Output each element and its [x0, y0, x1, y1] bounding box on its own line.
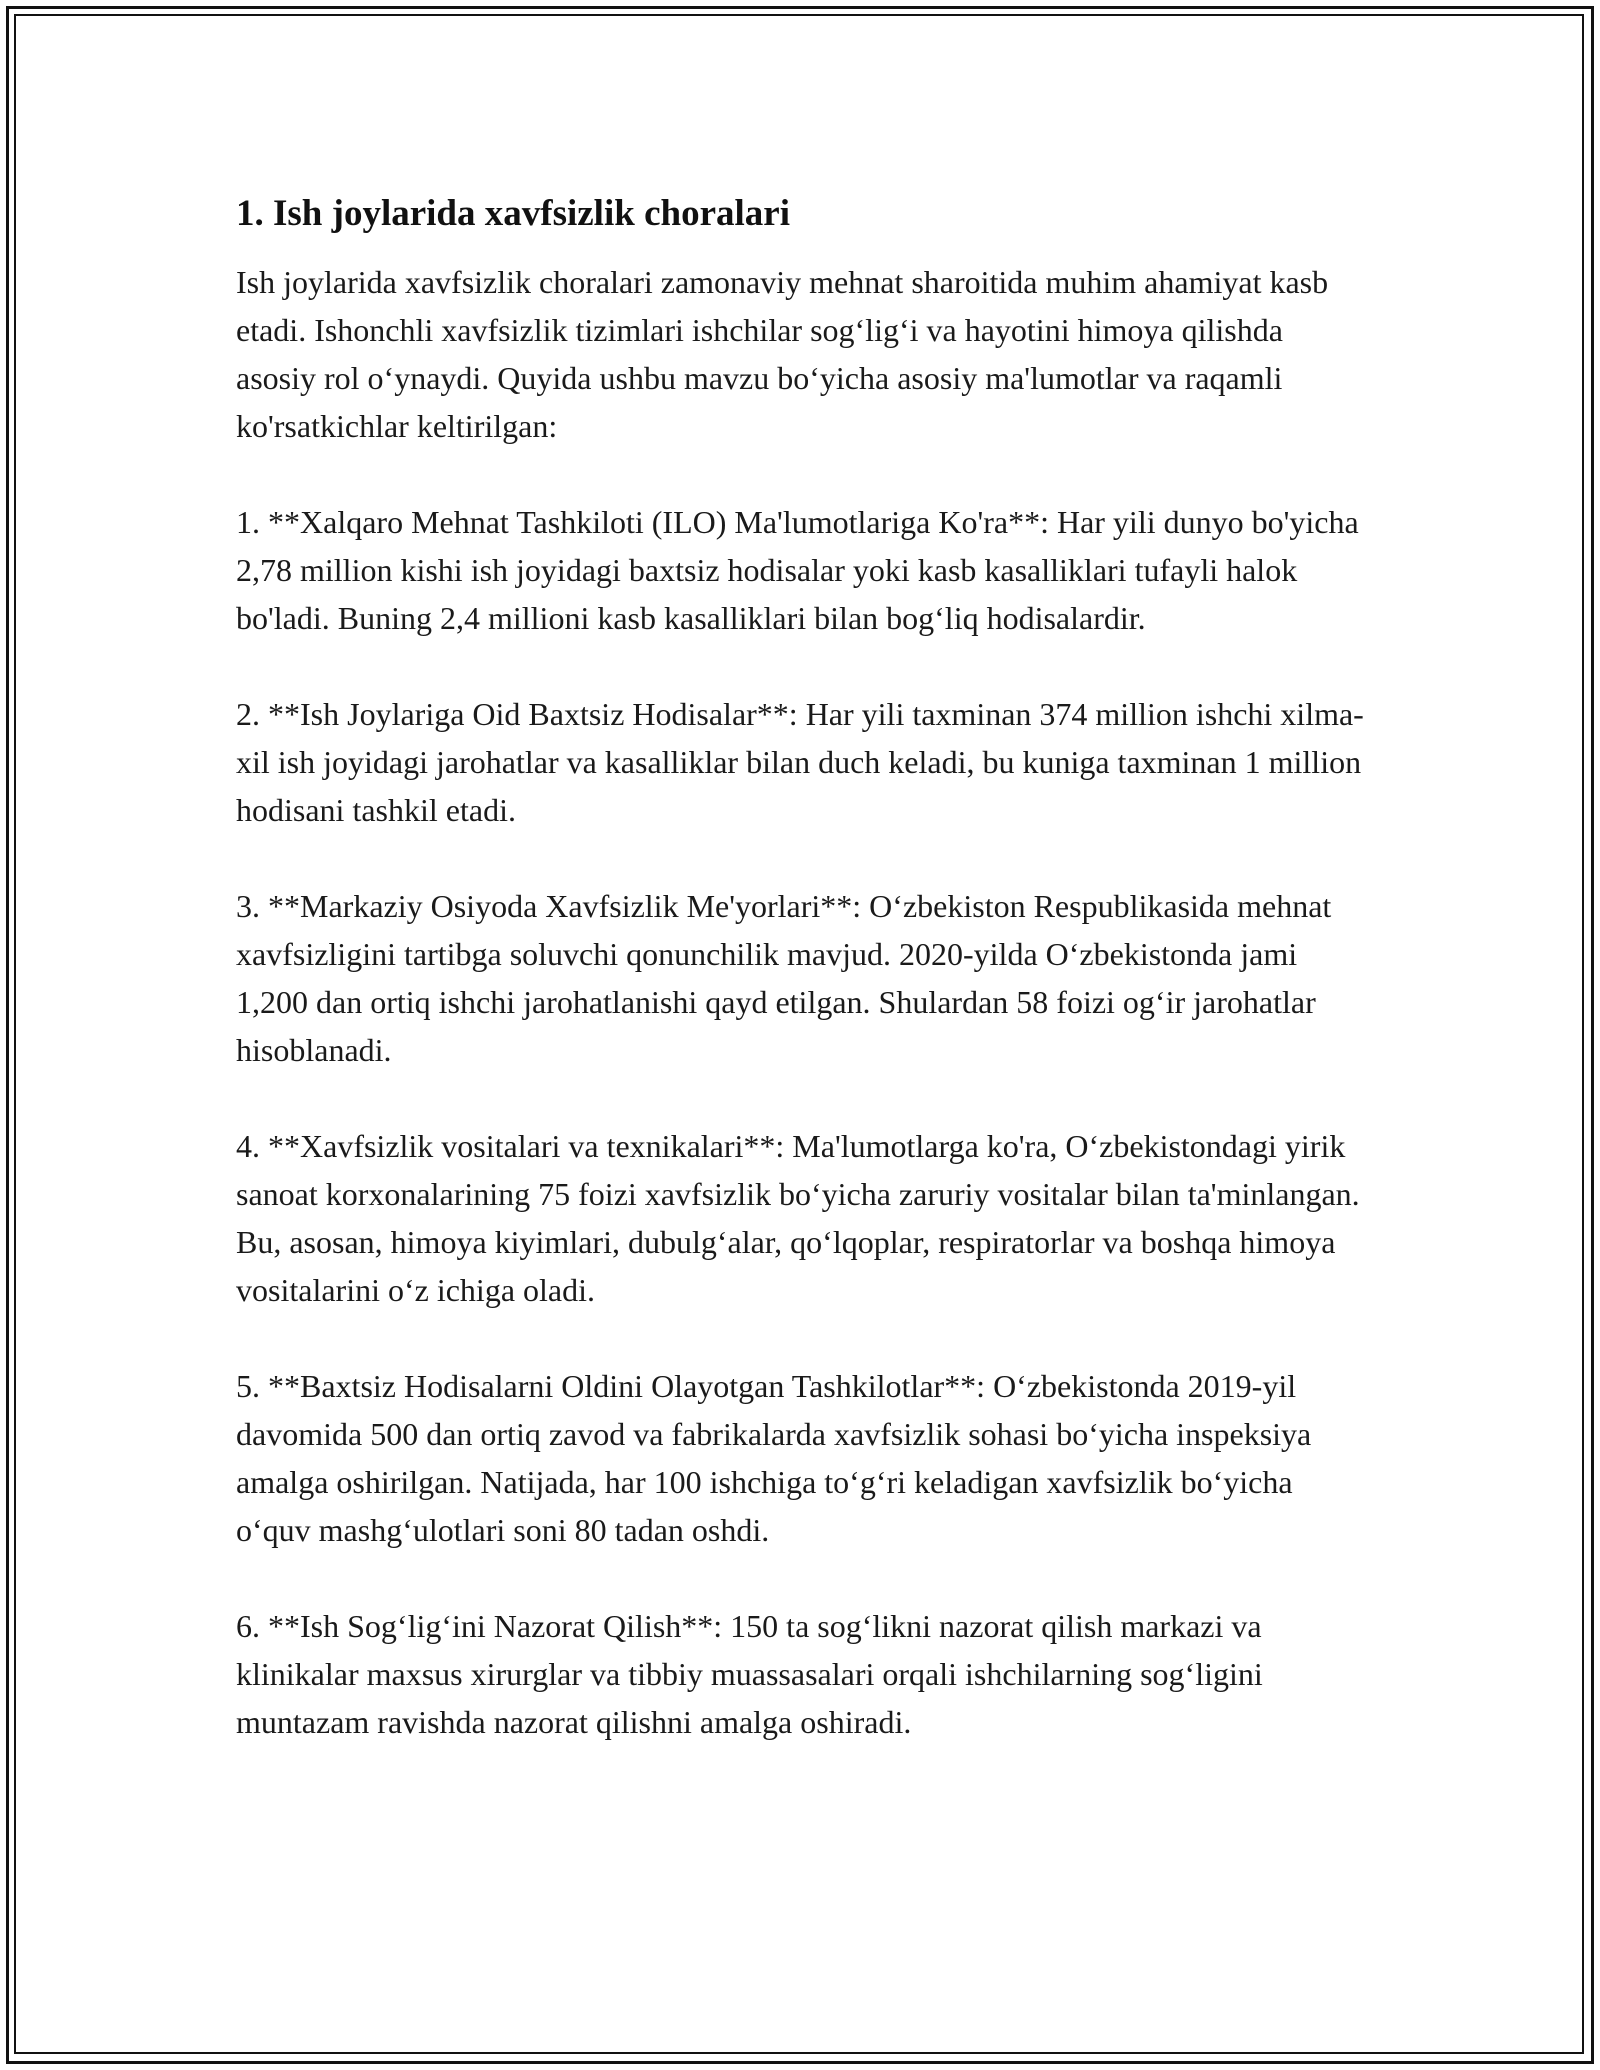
list-item-6: 6. **Ish Sog‘lig‘ini Nazorat Qilish**: 150 ta sog‘likni nazorat qilish markazi va klinikalar maxsus xirurglar va tibbiy muassasalari orqali ishchilarning sog‘ligini muntazam ravishda nazorat qilishni amalga oshiradi.	[236, 1608, 1263, 1740]
document-body	[236, 190, 1366, 1794]
list-item-3: 3. **Markaziy Osiyoda Xavfsizlik Me'yorlari**: O‘zbekiston Respublikasida mehnat xavfsizligini tartibga soluvchi qonunchilik mavjud. 2020-yilda O‘zbekistonda jami 1,200 dan ortiq ishchi jarohatlanishi qayd etilgan. Shulardan 58 foizi og‘ir jarohatlar hisoblanadi.	[236, 888, 1332, 1068]
list-item-2: 2. **Ish Joylariga Oid Baxtsiz Hodisalar**: Har yili taxminan 374 million ishchi xilma-xil ish joyidagi jarohatlar va kasalliklar bilan duch keladi, bu kuniga taxminan 1 million hodisani tashkil etadi.	[236, 696, 1364, 828]
intro-paragraph: Ish joylarida xavfsizlik choralari zamonaviy mehnat sharoitida muhim ahamiyat kasb etadi. Ishonchli xavfsizlik tizimlari ishchilar sog‘lig‘i va hayotini himoya qilishda asosiy rol o‘ynaydi. Quyida ushbu mavzu bo‘yicha asosiy ma'lumotlar va raqamli ko'rsatkichlar keltirilgan:	[236, 264, 1329, 444]
section-heading: 1. Ish joylarida xavfsizlik choralari	[236, 193, 790, 234]
list-item-1: 1. **Xalqaro Mehnat Tashkiloti (ILO) Ma'lumotlariga Ko'ra**: Har yili dunyo bo'yicha 2,78 million kishi ish joyidagi baxtsiz hodisalar yoki kasb kasalliklari tufayli halok bo'ladi. Buning 2,4 millioni kasb kasalliklari bilan bog‘liq hodisalardir.	[236, 504, 1359, 636]
list-item-5: 5. **Baxtsiz Hodisalarni Oldini Olayotgan Tashkilotlar**: O‘zbekistonda 2019-yil davomida 500 dan ortiq zavod va fabrikalarda xavfsizlik sohasi bo‘yicha inspeksiya amalga oshirilgan. Natijada, har 100 ishchiga to‘g‘ri keladigan xavfsizlik bo‘yicha o‘quv mashg‘ulotlari soni 80 tadan oshdi.	[236, 1368, 1312, 1548]
list-item-4: 4. **Xavfsizlik vositalari va texnikalari**: Ma'lumotlarga ko'ra, O‘zbekistondagi yirik sanoat korxonalarining 75 foizi xavfsizlik bo‘yicha zaruriy vositalar bilan ta'minlangan. Bu, asosan, himoya kiyimlari, dubulg‘alar, qo‘lqoplar, respiratorlar va boshqa himoya vositalarini o‘z ichiga oladi.	[236, 1128, 1360, 1308]
